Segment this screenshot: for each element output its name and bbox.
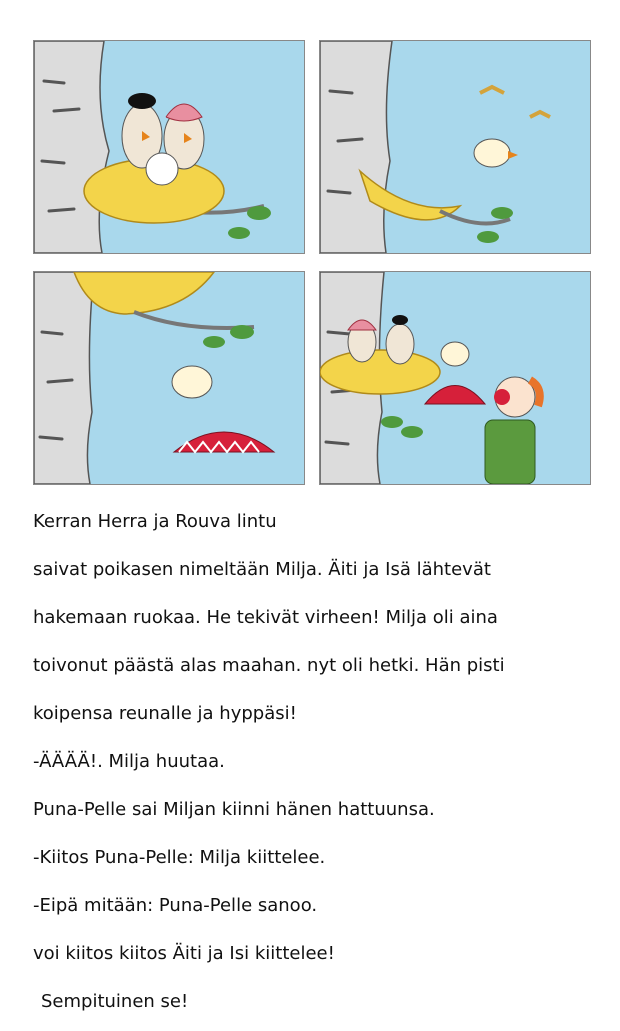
story-text: [33, 503, 593, 1031]
bowler-hat-icon: [128, 93, 156, 109]
leaf: [228, 227, 250, 239]
leaf: [230, 325, 254, 339]
leaf: [401, 426, 423, 438]
leaf: [477, 231, 499, 243]
chick: [146, 153, 178, 185]
panel-1-illustration: [34, 41, 304, 253]
story-line: -Kiitos Puna-Pelle: Milja kiittelee.: [33, 847, 326, 868]
falling-chick: [172, 366, 212, 398]
comic-panel-2: [319, 40, 591, 254]
leaf: [381, 416, 403, 428]
father-bird: [386, 324, 414, 364]
clown-nose: [494, 389, 510, 405]
clown-body: [485, 420, 535, 484]
story-line: Sempituinen se!: [41, 991, 189, 1012]
nest: [320, 350, 440, 394]
leaf: [247, 206, 271, 220]
story-line: -ÄÄÄÄ!. Milja huutaa.: [33, 751, 225, 772]
leaf: [203, 336, 225, 348]
caught-chick: [441, 342, 469, 366]
panel-3-illustration: [34, 272, 304, 484]
leaf: [491, 207, 513, 219]
story-line: toivonut päästä alas maahan. nyt oli hetki. Hän pisti: [33, 655, 505, 676]
jumping-chick: [474, 139, 510, 167]
story-line: Kerran Herra ja Rouva lintu: [33, 511, 277, 532]
story-line: -Eipä mitään: Puna-Pelle sanoo.: [33, 895, 318, 916]
comic-panel-4: [319, 271, 591, 485]
story-line: voi kiitos kiitos Äiti ja Isi kiittelee!: [33, 943, 335, 964]
panel-4-illustration: [320, 272, 590, 484]
story-line: Puna-Pelle sai Miljan kiinni hänen hattuunsa.: [33, 799, 435, 820]
tree-trunk: [34, 41, 109, 253]
story-line: hakemaan ruokaa. He tekivät virheen! Milja oli aina: [33, 607, 498, 628]
tree-trunk: [34, 272, 94, 484]
tree-trunk: [320, 41, 392, 253]
comic-panel-1: [33, 40, 305, 254]
story-line: saivat poikasen nimeltään Milja. Äiti ja Isä lähtevät: [33, 559, 491, 580]
story-line: koipensa reunalle ja hyppäsi!: [33, 703, 297, 724]
panel-2-illustration: [320, 41, 590, 253]
comic-panel-3: [33, 271, 305, 485]
